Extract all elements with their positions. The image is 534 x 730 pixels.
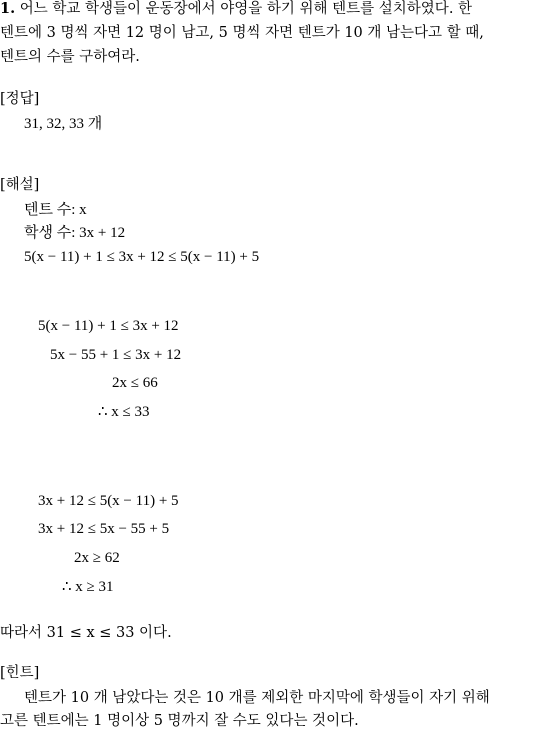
block2-line-3: 2x ≥ 62 (74, 550, 120, 566)
tent-count: 텐트 수: x (24, 202, 87, 218)
block2-line-2: 3x + 12 ≤ 5x − 55 + 5 (38, 521, 170, 537)
answer-value: 31, 32, 33 개 (24, 116, 103, 132)
answer-heading: [정답] (0, 91, 40, 107)
problem-text-1: 어느 학교 학생들이 운동장에서 야영을 하기 위해 텐트를 설치하였다. 한 (19, 1, 473, 17)
block1-line-3: 2x ≤ 66 (112, 375, 158, 391)
problem-line-1 (0, 0, 472, 18)
main-inequality: 5(x − 11) + 1 ≤ 3x + 12 ≤ 5(x − 11) + 5 (24, 249, 260, 265)
block2-line-4: ∴ x ≥ 31 (62, 579, 114, 595)
explanation-heading: [해설] (0, 177, 40, 193)
hint-heading: [힌트] (0, 665, 40, 681)
problem-text-3: 텐트의 수를 구하여라. (0, 49, 140, 65)
block1-line-2: 5x − 55 + 1 ≤ 3x + 12 (50, 347, 182, 363)
hint-text-2: 고른 텐트에는 1 명이상 5 명까지 잘 수도 있다는 것이다. (0, 713, 359, 729)
student-count: 학생 수: 3x + 12 (24, 225, 126, 241)
block2-line-1: 3x + 12 ≤ 5(x − 11) + 5 (38, 493, 179, 509)
problem-text-2: 텐트에 3 명씩 자면 12 명이 남고, 5 명씩 자면 텐트가 10 개 남는다고 할 때, (0, 25, 484, 41)
conclusion: 따라서 31 ≤ x ≤ 33 이다. (0, 625, 172, 641)
block1-line-4: ∴ x ≤ 33 (98, 404, 150, 420)
hint-text-1: 텐트가 10 개 남았다는 것은 10 개를 제외한 마지막에 학생들이 자기 위해 (24, 690, 490, 706)
problem-number: 1. (0, 0, 16, 17)
block1-line-1: 5(x − 11) + 1 ≤ 3x + 12 (38, 318, 179, 334)
